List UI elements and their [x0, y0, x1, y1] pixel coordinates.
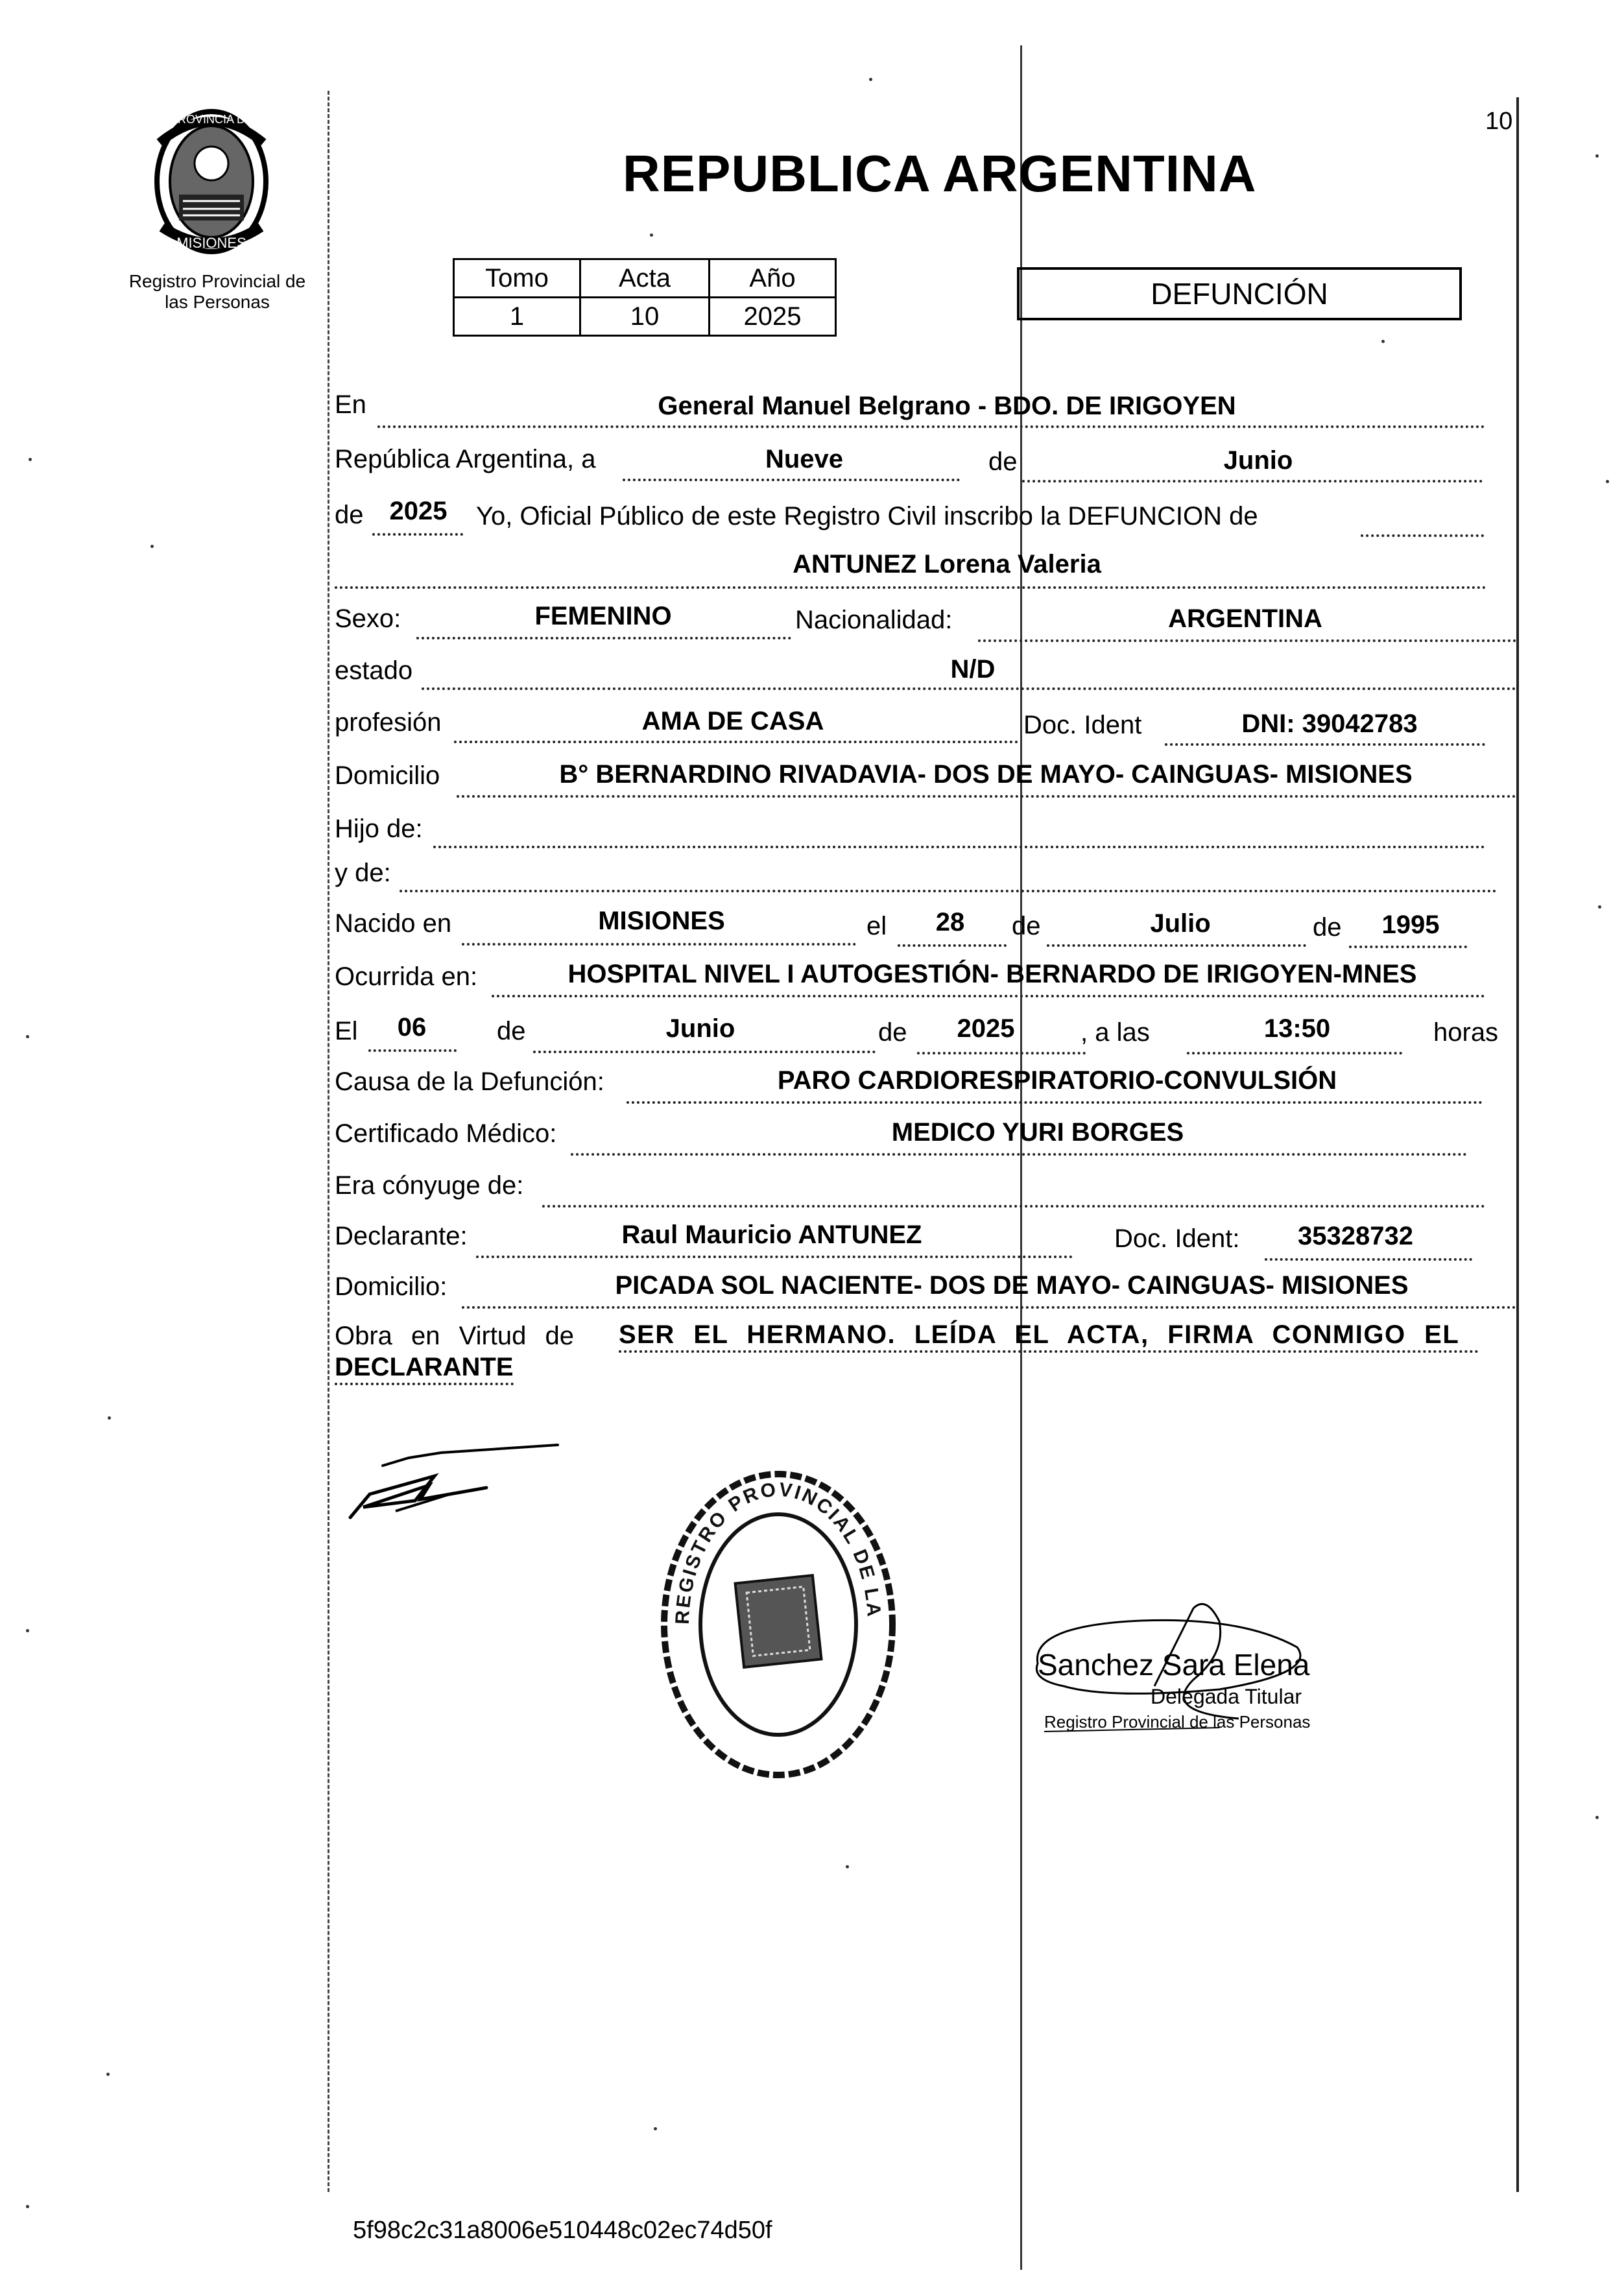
domicilio-value: B° BERNARDINO RIVADAVIA- DOS DE MAYO- CAINGUAS- MISIONES: [559, 760, 1413, 789]
de2-label: de: [335, 501, 364, 529]
logo-caption-line2: las Personas: [165, 292, 270, 312]
anio-value: 2025: [710, 298, 836, 336]
nac-mes-value: Julio: [1150, 909, 1211, 938]
scan-speck: [108, 1416, 111, 1420]
nacionalidad-line: [978, 639, 1516, 642]
scan-speck: [26, 1629, 29, 1632]
conyuge-line: [542, 1205, 1485, 1208]
de1-label: de: [988, 447, 1018, 476]
anio-line: [372, 533, 463, 536]
horas-label: horas: [1433, 1018, 1499, 1047]
nac-anio-value: 1995: [1381, 911, 1440, 939]
ocurrida-line: [492, 995, 1485, 997]
alas-label: , a las: [1081, 1018, 1150, 1047]
declarant-signature: [344, 1440, 564, 1527]
scan-speck: [650, 233, 653, 237]
nacido-line: [462, 943, 856, 946]
anio-value: 2025: [389, 497, 448, 525]
official-signature: [1025, 1582, 1323, 1767]
oficial-text: Yo, Oficial Público de este Registro Civil inscribo la DEFUNCION de: [476, 502, 1258, 530]
domicilio-line: [457, 795, 1516, 798]
seal-icon: [649, 1462, 908, 1787]
dec-dom-line: [462, 1306, 1516, 1309]
scan-speck: [106, 2073, 110, 2076]
reference-table: [453, 258, 837, 337]
doc-label: Doc. Ident: [1023, 711, 1142, 739]
de6-label: de: [878, 1018, 907, 1047]
scan-speck: [1381, 340, 1385, 343]
scan-speck: [1595, 154, 1599, 158]
yde-line: [400, 890, 1497, 892]
official-seal: [649, 1462, 908, 1790]
acta-label: Acta: [580, 259, 710, 298]
sexo-value: FEMENINO: [534, 602, 672, 630]
ocurrida-value: HOSPITAL NIVEL I AUTOGESTIÓN- BERNARDO DE IRIGOYEN-MNES: [567, 960, 1417, 988]
nac-mes-line: [1047, 944, 1306, 947]
hora-value: 13:50: [1263, 1014, 1331, 1043]
conyuge-label: Era cónyuge de:: [335, 1171, 524, 1200]
logo-caption-line1: Registro Provincial de: [128, 271, 306, 291]
def-anio-value: 2025: [957, 1014, 1015, 1043]
nacido-value: MISIONES: [598, 907, 725, 935]
nombre-line: [335, 586, 1487, 589]
document-title: REPUBLICA ARGENTINA: [623, 145, 1257, 202]
dec-doc-label: Doc. Ident:: [1114, 1224, 1240, 1253]
page-number: 10: [1485, 108, 1513, 135]
nac-dia-value: 28: [935, 908, 965, 936]
El-label: El: [335, 1017, 358, 1045]
declarant-signature-icon: [344, 1440, 564, 1524]
dia-letras-line: [623, 479, 960, 481]
document-hash: 5f98c2c31a8006e510448c02ec74d50f: [353, 2217, 772, 2244]
sexo-line: [416, 637, 791, 639]
hijo-line: [433, 846, 1485, 848]
left-margin-line: [328, 91, 329, 2192]
scan-speck: [1598, 905, 1601, 909]
mes-value: Junio: [1223, 446, 1293, 475]
causa-line: [627, 1101, 1483, 1104]
def-anio-line: [917, 1052, 1086, 1054]
dec-dom-value: PICADA SOL NACIENTE- DOS DE MAYO- CAINGUAS- MISIONES: [615, 1271, 1409, 1300]
de4-label: de: [1313, 913, 1342, 942]
nacionalidad-value: ARGENTINA: [1168, 604, 1322, 633]
dec-dom-label: Domicilio:: [335, 1272, 448, 1301]
tomo-value: 1: [454, 298, 580, 336]
scan-speck: [1595, 1816, 1599, 1819]
causa-label: Causa de la Defunción:: [335, 1067, 604, 1096]
dec-doc-value: 35328732: [1298, 1222, 1413, 1250]
oficial-tail-line: [1361, 534, 1484, 537]
svg-text:PROVINCIA DE: PROVINCIA DE: [169, 113, 254, 126]
el-label: el: [866, 912, 887, 940]
obra-label: Obra en Virtud de: [335, 1322, 575, 1350]
scan-speck: [654, 2127, 657, 2130]
estado-value: N/D: [950, 655, 996, 684]
doc-value: DNI: 39042783: [1241, 709, 1418, 738]
scan-speck: [26, 1035, 29, 1038]
profesion-label: profesión: [335, 708, 442, 737]
scan-speck: [26, 2205, 29, 2208]
estado-line: [422, 687, 1516, 690]
def-dia-line: [368, 1049, 457, 1052]
logo-caption: [110, 271, 324, 313]
ocurrida-label: Ocurrida en:: [335, 962, 478, 991]
official-name: Sanchez Sara Elena: [1038, 1648, 1310, 1682]
scan-speck: [869, 78, 872, 81]
cert-label: Certificado Médico:: [335, 1119, 557, 1148]
official-title: Delegada Titular: [1151, 1685, 1302, 1708]
doc-type: DEFUNCIÓN: [1151, 277, 1328, 311]
de5-label: de: [497, 1017, 526, 1045]
cert-line: [571, 1153, 1467, 1156]
cert-value: MEDICO YURI BORGES: [891, 1118, 1184, 1147]
obra-line2: DECLARANTE: [335, 1352, 514, 1385]
dec-doc-line: [1265, 1258, 1472, 1261]
def-dia-value: 06: [397, 1013, 427, 1042]
nacionalidad-label: Nacionalidad:: [795, 606, 953, 634]
official-office: Registro Provincial de las Personas: [1044, 1712, 1311, 1732]
lugar-label: En: [335, 390, 366, 419]
coat-of-arms-icon: [147, 104, 276, 259]
republica-label: República Argentina, a: [335, 445, 596, 473]
nombre-value: ANTUNEZ Lorena Valeria: [793, 550, 1101, 578]
scan-speck: [150, 545, 154, 548]
scan-speck: [846, 1865, 849, 1868]
nacido-label: Nacido en: [335, 909, 452, 938]
profesion-line: [454, 741, 1018, 743]
anio-label: Año: [710, 259, 836, 298]
nac-anio-line: [1349, 946, 1467, 948]
yde-label: y de:: [335, 859, 391, 887]
svg-text:REGISTRO PROVINCIAL DE LAS PER: REGISTRO PROVINCIAL DE LA: [671, 1479, 885, 1625]
scan-speck: [29, 458, 32, 461]
domicilio-label: Domicilio: [335, 761, 440, 790]
center-fold-line: [1020, 45, 1022, 2270]
hijo-label: Hijo de:: [335, 815, 423, 843]
obra-line1: SER EL HERMANO. LEÍDA EL ACTA, FIRMA CONMIGO EL: [619, 1319, 1479, 1353]
profesion-value: AMA DE CASA: [641, 707, 824, 735]
doc-line: [1165, 743, 1485, 746]
lugar-line: [377, 425, 1485, 428]
causa-value: PARO CARDIORESPIRATORIO-CONVULSIÓN: [777, 1066, 1337, 1095]
acta-value: 10: [580, 298, 710, 336]
scan-speck: [1606, 480, 1609, 483]
def-mes-value: Junio: [665, 1014, 735, 1043]
declarante-label: Declarante:: [335, 1222, 468, 1250]
mes-line: [1022, 480, 1483, 482]
sexo-label: Sexo:: [335, 604, 401, 633]
tomo-label: Tomo: [454, 259, 580, 298]
def-mes-line: [533, 1051, 876, 1053]
de3-label: de: [1012, 912, 1041, 940]
right-margin-line: [1516, 97, 1519, 2192]
nac-dia-line: [898, 944, 1007, 947]
lugar-value: General Manuel Belgrano - BDO. DE IRIGOYEN: [658, 392, 1236, 420]
declarante-line: [476, 1256, 1073, 1258]
svg-text:MISIONES: MISIONES: [176, 235, 246, 251]
declarante-value: Raul Mauricio ANTUNEZ: [621, 1221, 922, 1249]
estado-label: estado: [335, 656, 413, 685]
doc-type-box: [1017, 267, 1462, 320]
dia-letras-value: Nueve: [765, 445, 844, 473]
province-logo: [147, 104, 276, 259]
hora-line: [1187, 1052, 1402, 1054]
